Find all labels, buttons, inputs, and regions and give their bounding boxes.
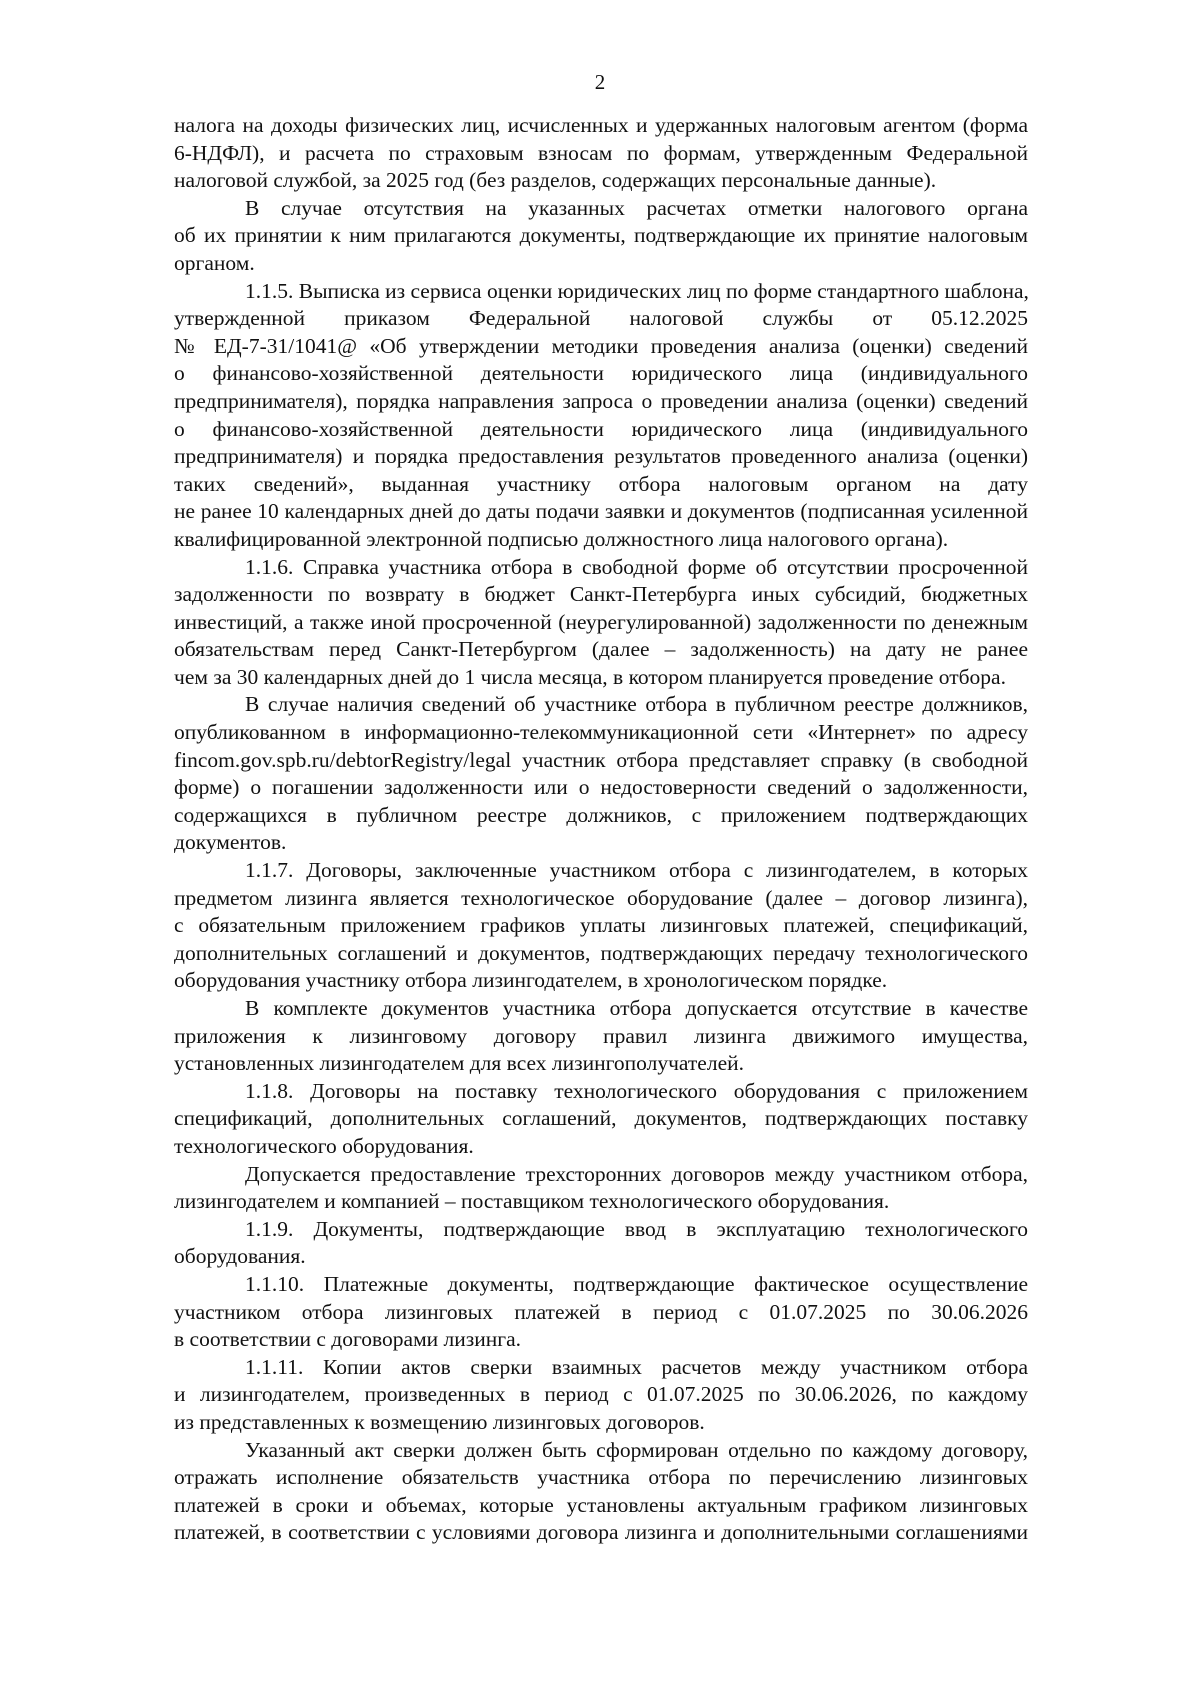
text-line: чем за 30 календарных дней до 1 числа месяца, в котором планируется проведение отбора. — [174, 664, 1006, 689]
paragraph — [174, 691, 1028, 857]
text-line: в соответствии с договорами лизинга. — [174, 1327, 522, 1352]
text-line: об их принятии к ним прилагаются документы, подтверждающие их принятие налоговым — [174, 223, 1028, 248]
text-line: органом. — [174, 250, 255, 275]
text-line: о финансово-хозяйственной деятельности юридического лица (индивидуального — [174, 361, 1028, 386]
paragraph — [174, 1078, 1028, 1161]
text-line: налоговой службой, за 2025 год (без разделов, содержащих персональные данные). — [174, 168, 937, 193]
text-line: о финансово-хозяйственной деятельности юридического лица (индивидуального — [174, 416, 1028, 441]
text-line: спецификаций, дополнительных соглашений, документов, подтверждающих поставку — [174, 1106, 1028, 1131]
text-line: платежей, в соответствии с условиями договора лизинга и дополнительными соглашениями — [174, 1520, 1028, 1545]
text-line: предпринимателя), порядка направления запроса о проведении анализа (оценки) сведений — [174, 388, 1028, 413]
text-line: В случае наличия сведений об участнике отбора в публичном реестре должников, — [245, 692, 1028, 717]
text-line: утвержденной приказом Федеральной налоговой службы от 05.12.2025 — [174, 306, 1028, 331]
text-line: и лизингодателем, произведенных в период с 01.07.2025 по 30.06.2026, по каждому — [174, 1382, 1028, 1407]
text-line: квалифицированной электронной подписью должностного лица налогового органа). — [174, 526, 949, 551]
paragraph — [174, 857, 1028, 995]
text-line: Указанный акт сверки должен быть сформирован отдельно по каждому договору, — [245, 1437, 1028, 1462]
text-line: обязательствам перед Санкт-Петербургом (далее – задолженность) на дату не ранее — [174, 637, 1028, 662]
text-line: из представленных к возмещению лизинговых договоров. — [174, 1409, 705, 1434]
paragraph — [174, 1354, 1028, 1437]
text-line: инвестиций, а также иной просроченной (неурегулированной) задолженности по денежным — [174, 609, 1028, 634]
text-line: предпринимателя) и порядка предоставления результатов проведенного анализа (оценки) — [174, 444, 1028, 469]
paragraph — [174, 1271, 1028, 1354]
text-line: содержащихся в публичном реестре должников, с приложением подтверждающих — [174, 802, 1028, 827]
text-line: 1.1.6. Справка участника отбора в свободной форме об отсутствии просроченной — [245, 554, 1028, 579]
text-line: оборудования. — [174, 1244, 306, 1269]
text-line: с обязательным приложением графиков уплаты лизинговых платежей, спецификаций, — [174, 913, 1028, 938]
text-line: 1.1.7. Договоры, заключенные участником отбора с лизингодателем, в которых — [245, 858, 1028, 883]
text-line: 1.1.8. Договоры на поставку технологического оборудования с приложением — [245, 1078, 1028, 1103]
text-line: форме) о погашении задолженности или о недостоверности сведений о задолженности, — [174, 775, 1028, 800]
text-line: оборудования участнику отбора лизингодателем, в хронологическом порядке. — [174, 968, 888, 993]
text-line: Допускается предоставление трехсторонних договоров между участником отбора, — [245, 1161, 1028, 1186]
paragraph — [174, 195, 1028, 278]
text-line: отражать исполнение обязательств участника отбора по перечислению лизинговых — [174, 1465, 1028, 1490]
text-line: 1.1.9. Документы, подтверждающие ввод в эксплуатацию технологического — [245, 1216, 1028, 1241]
text-line: В комплекте документов участника отбора допускается отсутствие в качестве — [245, 996, 1028, 1020]
text-line: налога на доходы физических лиц, исчисленных и удержанных налоговым агентом (форма — [174, 113, 1028, 137]
text-line: № ЕД-7-31/1041@ «Об утверждении методики проведения анализа (оценки) сведений — [174, 333, 1028, 358]
text-line: установленных лизингодателем для всех лизингополучателей. — [174, 1051, 745, 1076]
paragraph — [174, 554, 1028, 692]
text-line: 1.1.10. Платежные документы, подтверждающие фактическое осуществление — [245, 1271, 1028, 1296]
document-body — [174, 112, 1028, 1547]
text-line: не ранее 10 календарных дней до даты подачи заявки и документов (подписанная усиленной — [174, 499, 1028, 524]
paragraph — [174, 112, 1028, 195]
text-line: приложения к лизинговому договору правил лизинга движимого имущества, — [174, 1023, 1028, 1048]
text-line: В случае отсутствия на указанных расчетах отметки налогового органа — [245, 195, 1028, 220]
text-line: дополнительных соглашений и документов, подтверждающих передачу технологического — [174, 940, 1028, 965]
text-line: задолженности по возврату в бюджет Санкт-Петербурга иных субсидий, бюджетных — [174, 582, 1028, 607]
paragraph — [174, 1216, 1028, 1271]
paragraph — [174, 995, 1028, 1078]
paragraph — [174, 1161, 1028, 1216]
paragraph — [174, 278, 1028, 554]
text-line: предметом лизинга является технологическое оборудование (далее – договор лизинга), — [174, 885, 1028, 910]
text-line: технологического оборудования. — [174, 1133, 474, 1158]
text-line: лизингодателем и компанией – поставщиком технологического оборудования. — [174, 1189, 890, 1214]
text-line: 6-НДФЛ), и расчета по страховым взносам по формам, утвержденным Федеральной — [174, 140, 1028, 165]
text-line: 1.1.11. Копии актов сверки взаимных расчетов между участником отбора — [245, 1354, 1028, 1379]
text-line: документов. — [174, 830, 287, 855]
page-number: 2 — [594, 70, 606, 94]
paragraph — [174, 1437, 1028, 1547]
text-line: участником отбора лизинговых платежей в период с 01.07.2025 по 30.06.2026 — [174, 1299, 1028, 1324]
text-line: fincom.gov.spb.ru/debtorRegistry/legal участник отбора представляет справку (в свободной — [174, 747, 1028, 772]
text-line: таких сведений», выданная участнику отбора налоговым органом на дату — [174, 471, 1028, 496]
text-line: опубликованном в информационно-телекоммуникационной сети «Интернет» по адресу — [174, 720, 1028, 745]
text-line: 1.1.5. Выписка из сервиса оценки юридических лиц по форме стандартного шаблона, — [245, 278, 1029, 303]
text-line: платежей в сроки и объемах, которые установлены актуальным графиком лизинговых — [174, 1492, 1028, 1517]
